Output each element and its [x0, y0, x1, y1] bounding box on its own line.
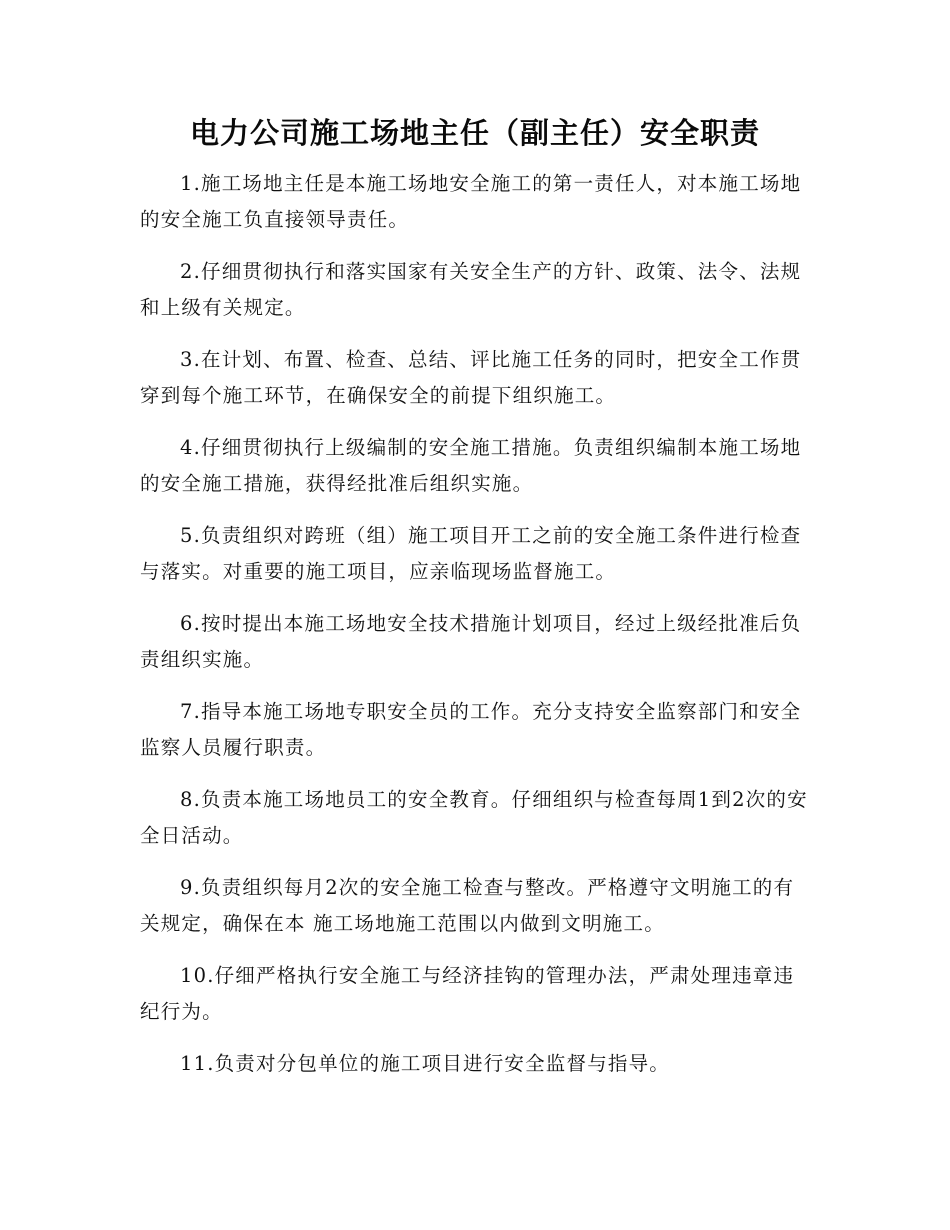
duty-item-6: 6.按时提出本施工场地安全技术措施计划项目，经过上级经批准后负责组织实施。: [140, 612, 802, 671]
duty-item-5: 5.负责组织对跨班（组）施工项目开工之前的安全施工条件进行检查与落实。对重要的施工项目，应亲临现场监督施工。: [140, 524, 802, 583]
duty-item-1: 1.施工场地主任是本施工场地安全施工的第一责任人，对本施工场地的安全施工负直接领导责任。: [140, 172, 802, 231]
duty-item-9: 9.负责组织每月2次的安全施工检查与整改。严格遵守文明施工的有关规定，确保在本 施工场地施工范围以内做到文明施工。: [140, 876, 795, 935]
duty-item-8: 8.负责本施工场地员工的安全教育。仔细组织与检查每周1到2次的安全日活动。: [140, 788, 808, 847]
document-title: 电力公司施工场地主任（副主任）安全职责: [189, 116, 760, 150]
duty-item-3: 3.在计划、布置、检查、总结、评比施工任务的同时，把安全工作贯穿到每个施工环节，在确保安全的前提下组织施工。: [140, 348, 802, 407]
duty-item-2: 2.仔细贯彻执行和落实国家有关安全生产的方针、政策、法令、法规和上级有关规定。: [140, 260, 802, 319]
duty-item-10: 10.仔细严格执行安全施工与经济挂钩的管理办法，严肃处理违章违纪行为。: [140, 964, 795, 1023]
duty-item-11: 11.负责对分包单位的施工项目进行安全监督与指导。: [180, 1052, 671, 1075]
duty-item-4: 4.仔细贯彻执行上级编制的安全施工措施。负责组织编制本施工场地的安全施工措施，获得经批准后组织实施。: [140, 436, 802, 495]
duty-item-7: 7.指导本施工场地专职安全员的工作。充分支持安全监察部门和安全监察人员履行职责。: [140, 700, 802, 759]
